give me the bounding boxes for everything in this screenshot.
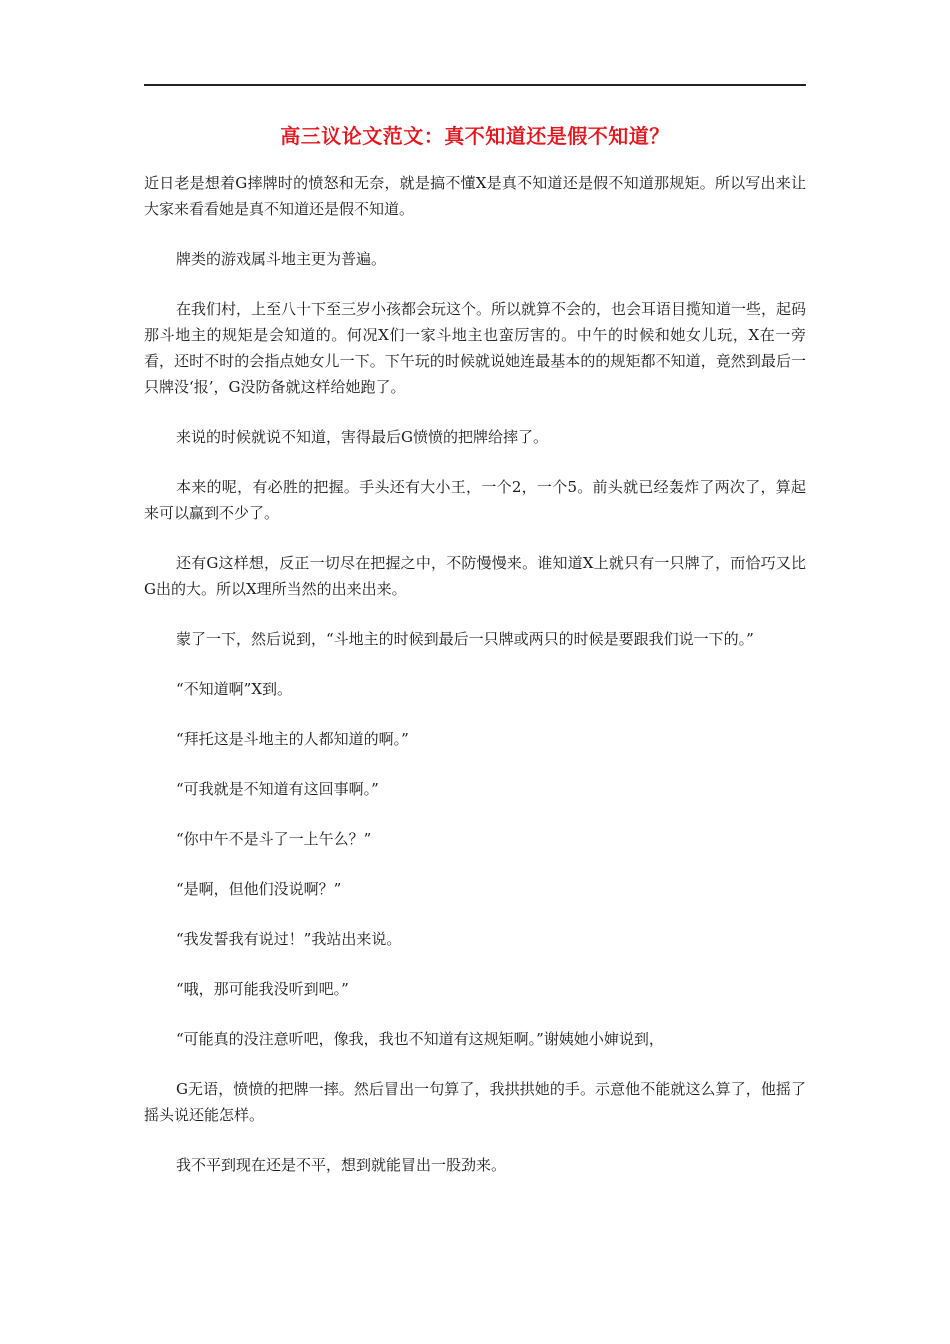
paragraph-6: 还有G这样想，反正一切尽在把握之中，不防慢慢来。谁知道X上就只有一只牌了，而恰巧又比G出的大。所以X理所当然的出来出来。 xyxy=(144,554,806,598)
dialogue-line-7: “哦，那可能我没听到吧。” xyxy=(176,980,349,998)
paragraph-17: 我不平到现在还是不平，想到就能冒出一股劲来。 xyxy=(176,1156,507,1174)
dialogue-line-6: “我发誓我有说过！”我站出来说。 xyxy=(176,930,402,948)
paragraph-3: 在我们村，上至八十下至三岁小孩都会玩这个。所以就算不会的，也会耳语目揽知道一些，起码那斗地主的规矩是会知道的。何况X们一家斗地主也蛮厉害的。中午的时候和她女儿玩，X在一旁看，还时不时的会指点她女儿一下。下午玩的时候就说她连最基本的的规矩都不知道，竟然到最后一只牌没‘报’，G没防备就这样给她跑了。 xyxy=(144,300,807,396)
dialogue-line-1: “不知道啊”X到。 xyxy=(176,680,293,698)
dialogue-line-8: “可能真的没注意听吧，像我，我也不知道有这规矩啊。”谢姨她小婶说到， xyxy=(176,1030,664,1048)
paragraph-16: G无语，愤愤的把牌一摔。然后冒出一句算了，我拱拱她的手。示意他不能就这么算了，他摇了摇头说还能怎样。 xyxy=(144,1080,806,1124)
document-body xyxy=(144,170,806,1202)
document-title: 高三议论文范文：真不知道还是假不知道？ xyxy=(280,124,670,148)
paragraph-4: 来说的时候就说不知道，害得最后G愤愤的把牌给摔了。 xyxy=(176,428,548,446)
paragraph-7: 蒙了一下，然后说到，“斗地主的时候到最后一只牌或两只的时候是要跟我们说一下的。” xyxy=(176,630,754,648)
dialogue-line-4: “你中午不是斗了一上午么？” xyxy=(176,830,372,848)
paragraph-2: 牌类的游戏属斗地主更为普遍。 xyxy=(176,250,387,268)
paragraph-1: 近日老是想着G摔牌时的愤怒和无奈，就是搞不懂X是真不知道还是假不知道那规矩。所以写出来让大家来看看她是真不知道还是假不知道。 xyxy=(144,174,806,218)
dialogue-line-2: “拜托这是斗地主的人都知道的啊。” xyxy=(176,730,409,748)
dialogue-line-5: “是啊，但他们没说啊？” xyxy=(176,880,342,898)
paragraph-5: 本来的呢，有必胜的把握。手头还有大小王，一个2，一个5。前头就已经轰炸了两次了，算起来可以赢到不少了。 xyxy=(144,478,806,522)
header-rule xyxy=(144,84,806,86)
dialogue-line-3: “可我就是不知道有这回事啊。” xyxy=(176,780,379,798)
